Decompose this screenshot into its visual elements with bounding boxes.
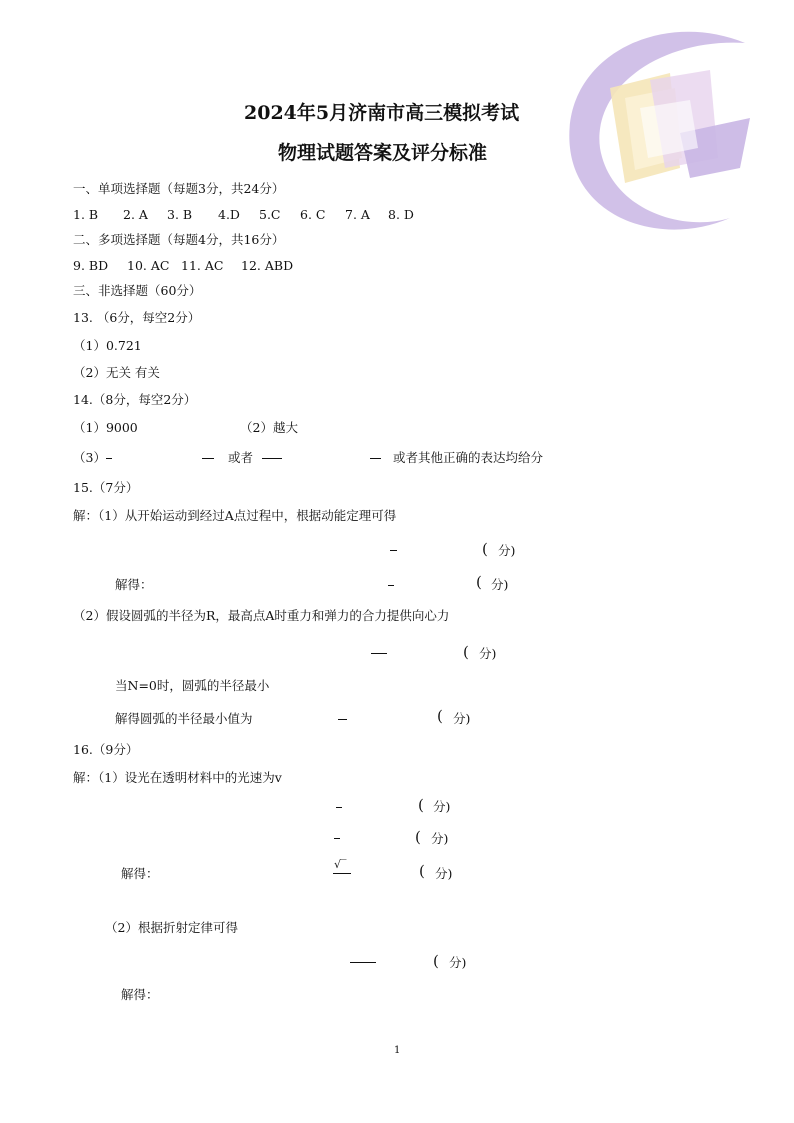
question-heading: 15.（7分）: [73, 480, 139, 495]
answer-line: （3）: [73, 450, 106, 465]
answer-line: （2）越大: [240, 420, 298, 435]
answer-line: （1）9000: [73, 420, 138, 435]
score-unit: 分): [435, 866, 453, 881]
solution-part: （2）根据折射定律可得: [105, 920, 238, 935]
solution-intro: 解：（1）设光在透明材料中的光速为v: [73, 770, 282, 785]
fraction-bar: [202, 458, 214, 459]
result-label: 解得圆弧的半径最小值为: [115, 711, 253, 726]
answer-item: 11. AC: [181, 258, 224, 273]
fraction-bar: [370, 458, 381, 459]
score-open: (: [482, 540, 488, 558]
answer-item: 6. C: [300, 207, 326, 222]
question-heading: 16.（9分）: [73, 742, 139, 757]
page-subtitle: 物理试题答案及评分标准: [278, 142, 488, 164]
score-unit: 分): [433, 799, 451, 814]
score-unit: 分): [449, 955, 467, 970]
score-open: (: [463, 643, 469, 661]
condition-line: 当N=0时，圆弧的半径最小: [115, 678, 270, 693]
sqrt-symbol: √‾: [334, 858, 347, 871]
fraction-bar: [338, 719, 347, 720]
fraction-bar: [333, 873, 351, 874]
page-number: 1: [394, 1045, 401, 1056]
question-heading: 14.（8分，每空2分）: [73, 392, 197, 407]
solution-part: （2）假设圆弧的半径为R，最高点A时重力和弹力的合力提供向心力: [73, 608, 450, 623]
answer-line: 或者: [228, 450, 254, 465]
score-unit: 分): [491, 577, 509, 592]
section-heading: 二、多项选择题（每题4分，共16分）: [73, 232, 285, 247]
score-unit: 分): [431, 831, 449, 846]
section-heading: 三、非选择题（60分）: [73, 283, 202, 298]
fraction-bar: [390, 550, 397, 551]
score-open: (: [476, 573, 482, 591]
fraction-bar: [350, 962, 376, 963]
score-unit: 分): [479, 646, 497, 661]
solve-label: 解得：: [121, 866, 159, 881]
answer-line: （2）无关 有关: [73, 365, 160, 380]
page-title: 2024年5月济南市高三模拟考试: [244, 102, 520, 124]
watermark-logo: [540, 18, 785, 243]
answer-line: （1）0.721: [73, 338, 142, 353]
answer-item: 7. A: [345, 207, 370, 222]
fraction-bar: [334, 838, 340, 839]
solve-label: 解得：: [115, 577, 153, 592]
answer-line: 或者其他正确的表达均给分: [393, 450, 544, 465]
fraction-bar: [371, 653, 387, 654]
solve-label: 解得：: [121, 987, 159, 1002]
fraction-bar: [262, 458, 282, 459]
answer-item: 10. AC: [127, 258, 170, 273]
answer-item: 1. B: [73, 207, 99, 222]
fraction-bar: [106, 458, 112, 459]
score-open: (: [418, 796, 424, 814]
answer-item: 3. B: [167, 207, 193, 222]
answer-item: 9. BD: [73, 258, 109, 273]
answer-item: 2. A: [123, 207, 148, 222]
score-unit: 分): [498, 543, 516, 558]
score-open: (: [415, 828, 421, 846]
answer-item: 5.C: [259, 207, 281, 222]
section-heading: 一、单项选择题（每题3分，共24分）: [73, 181, 285, 196]
fraction-bar: [388, 585, 394, 586]
fraction-bar: [336, 807, 342, 808]
score-open: (: [437, 707, 443, 725]
answer-item: 12. ABD: [241, 258, 294, 273]
score-open: (: [419, 862, 425, 880]
solution-intro: 解：（1）从开始运动到经过A点过程中，根据动能定理可得: [73, 508, 397, 523]
answer-item: 4.D: [218, 207, 240, 222]
score-unit: 分): [453, 711, 471, 726]
score-open: (: [433, 952, 439, 970]
question-heading: 13. （6分，每空2分）: [73, 310, 201, 325]
answer-item: 8. D: [388, 207, 414, 222]
